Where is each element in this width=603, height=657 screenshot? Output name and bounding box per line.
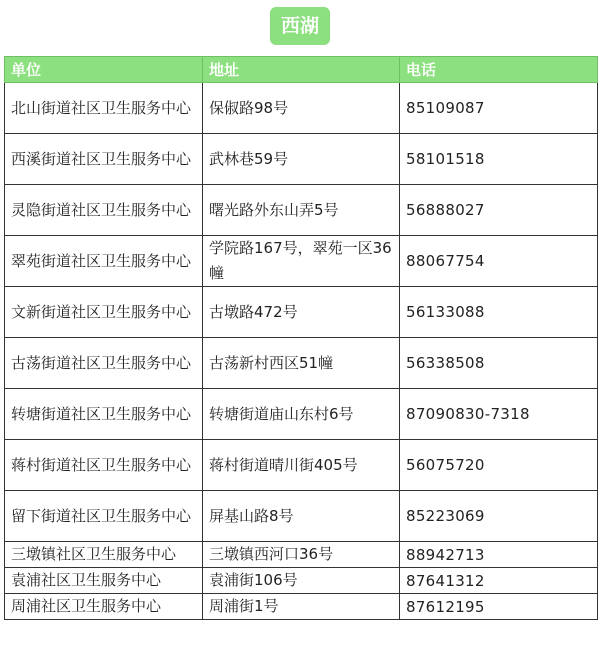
header-address: 地址 xyxy=(203,57,400,83)
address-cell: 古墩路472号 xyxy=(203,287,400,338)
address-cell: 蒋村街道晴川街405号 xyxy=(203,440,400,491)
unit-cell: 转塘街道社区卫生服务中心 xyxy=(5,389,203,440)
unit-cell: 北山街道社区卫生服务中心 xyxy=(5,83,203,134)
phone-cell: 58101518 xyxy=(400,134,598,185)
phone-cell: 56888027 xyxy=(400,185,598,236)
table-row xyxy=(5,594,598,620)
phone-cell: 85223069 xyxy=(400,491,598,542)
unit-cell: 蒋村街道社区卫生服务中心 xyxy=(5,440,203,491)
address-cell: 三墩镇西河口36号 xyxy=(203,542,400,568)
table-row xyxy=(5,440,598,491)
health-center-table xyxy=(4,56,598,620)
table-row xyxy=(5,568,598,594)
phone-cell: 56133088 xyxy=(400,287,598,338)
unit-cell: 灵隐街道社区卫生服务中心 xyxy=(5,185,203,236)
address-cell: 保俶路98号 xyxy=(203,83,400,134)
address-cell: 学院路167号，翠苑一区36幢 xyxy=(203,236,400,287)
table-row xyxy=(5,83,598,134)
unit-cell: 西溪街道社区卫生服务中心 xyxy=(5,134,203,185)
phone-cell: 87641312 xyxy=(400,568,598,594)
address-cell: 袁浦街106号 xyxy=(203,568,400,594)
table-row xyxy=(5,236,598,287)
phone-cell: 85109087 xyxy=(400,83,598,134)
header-unit: 单位 xyxy=(5,57,203,83)
table-row xyxy=(5,185,598,236)
table-row xyxy=(5,134,598,185)
table-row xyxy=(5,287,598,338)
table-row xyxy=(5,542,598,568)
address-cell: 武林巷59号 xyxy=(203,134,400,185)
unit-cell: 文新街道社区卫生服务中心 xyxy=(5,287,203,338)
table-row xyxy=(5,338,598,389)
unit-cell: 留下街道社区卫生服务中心 xyxy=(5,491,203,542)
address-cell: 曙光路外东山弄5号 xyxy=(203,185,400,236)
table-row xyxy=(5,491,598,542)
table-header-row xyxy=(5,57,598,83)
table-row xyxy=(5,389,598,440)
address-cell: 屏基山路8号 xyxy=(203,491,400,542)
phone-cell: 56075720 xyxy=(400,440,598,491)
phone-cell: 88942713 xyxy=(400,542,598,568)
unit-cell: 袁浦社区卫生服务中心 xyxy=(5,568,203,594)
phone-cell: 87612195 xyxy=(400,594,598,620)
phone-cell: 88067754 xyxy=(400,236,598,287)
district-title-badge: 西湖 xyxy=(270,7,330,45)
header-phone: 电话 xyxy=(400,57,598,83)
unit-cell: 周浦社区卫生服务中心 xyxy=(5,594,203,620)
unit-cell: 翠苑街道社区卫生服务中心 xyxy=(5,236,203,287)
address-cell: 古荡新村西区51幢 xyxy=(203,338,400,389)
phone-cell: 56338508 xyxy=(400,338,598,389)
address-cell: 周浦街1号 xyxy=(203,594,400,620)
unit-cell: 古荡街道社区卫生服务中心 xyxy=(5,338,203,389)
address-cell: 转塘街道庙山东村6号 xyxy=(203,389,400,440)
unit-cell: 三墩镇社区卫生服务中心 xyxy=(5,542,203,568)
phone-cell: 87090830-7318 xyxy=(400,389,598,440)
